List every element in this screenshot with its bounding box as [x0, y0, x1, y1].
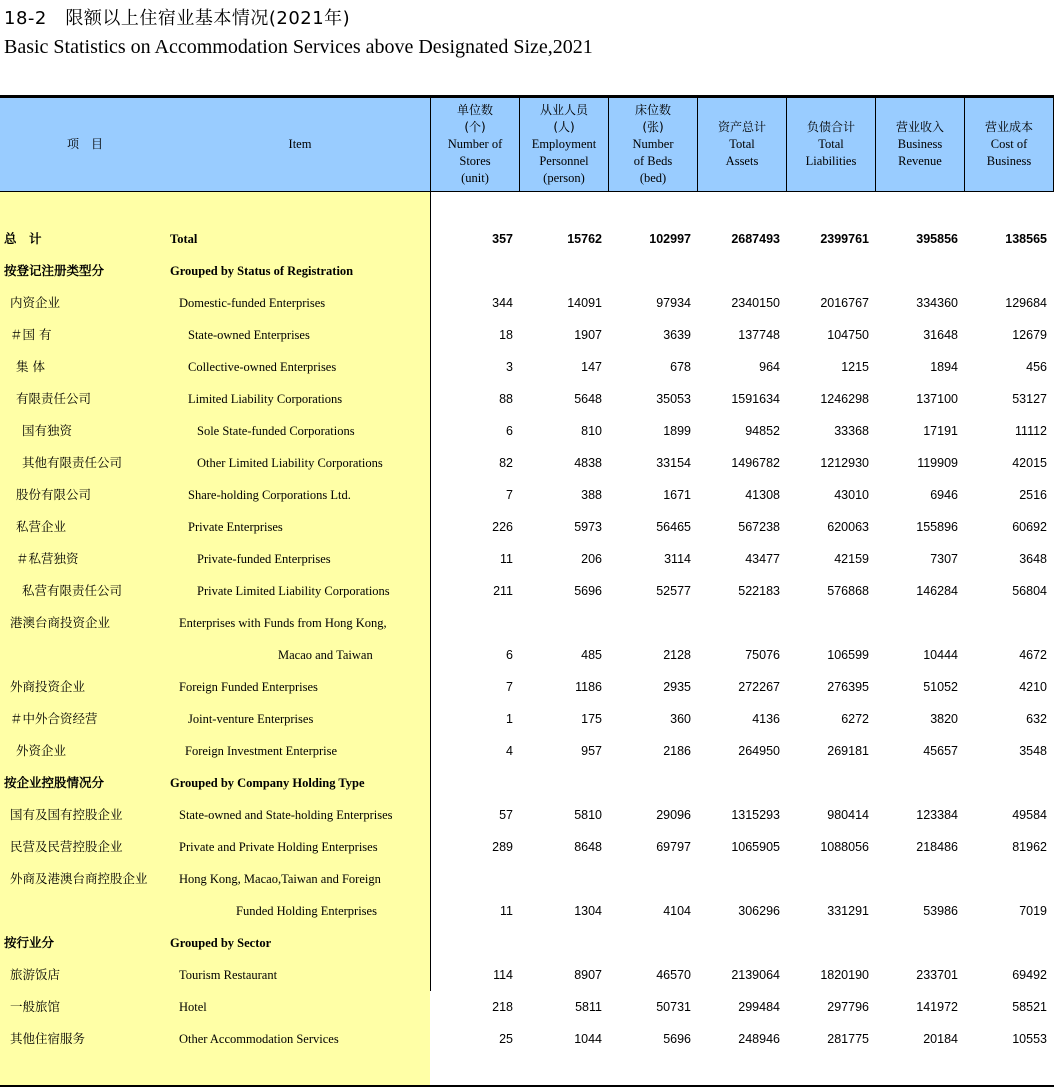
row-label-english: Macao and Taiwan	[278, 648, 373, 662]
header-label-zh: 营业收入	[895, 120, 944, 134]
row-value: 155896	[916, 520, 958, 534]
row-value: 49584	[1012, 808, 1047, 822]
row-value: 10444	[923, 648, 958, 662]
header-unit-zh: (人)	[553, 120, 575, 134]
row-value: 35053	[656, 392, 691, 406]
header-number-of-stores	[431, 98, 519, 191]
row-value: 395856	[916, 232, 958, 246]
row-value: 3820	[930, 712, 958, 726]
row-value: 678	[670, 360, 691, 374]
row-label-chinese: 按企业控股情况分	[4, 775, 105, 790]
table-row	[0, 543, 1054, 575]
row-value: 106599	[827, 648, 869, 662]
statistics-table	[0, 95, 1054, 1088]
row-value: 60692	[1012, 520, 1047, 534]
row-value: 522183	[738, 584, 780, 598]
row-label-chinese: 国有及国有控股企业	[10, 807, 123, 822]
row-label-chinese: 总 计	[4, 231, 42, 246]
table-row	[0, 703, 1054, 735]
row-value: 1304	[574, 904, 602, 918]
row-value: 3	[506, 360, 513, 374]
row-value: 456	[1026, 360, 1047, 374]
header-label-en: Assets	[725, 154, 759, 168]
row-label-chinese: 集 体	[16, 359, 45, 374]
row-value: 218486	[916, 840, 958, 854]
table-row	[0, 927, 1054, 959]
row-value: 272267	[738, 680, 780, 694]
row-label-english: Sole State-funded Corporations	[197, 424, 355, 438]
row-label-chinese: 一般旅馆	[10, 999, 61, 1014]
row-value: 88	[499, 392, 513, 406]
row-value: 1496782	[731, 456, 780, 470]
row-value: 7307	[930, 552, 958, 566]
row-label-english: Total	[170, 232, 198, 246]
row-label-chinese: 外资企业	[16, 743, 67, 758]
row-value: 7	[506, 488, 513, 502]
row-value: 1591634	[731, 392, 780, 406]
table-row	[0, 671, 1054, 703]
row-value: 4838	[574, 456, 602, 470]
row-value: 81962	[1012, 840, 1047, 854]
row-value: 5973	[574, 520, 602, 534]
table-row	[0, 639, 1054, 671]
row-value: 7	[506, 680, 513, 694]
row-value: 1	[506, 712, 513, 726]
row-value: 276395	[827, 680, 869, 694]
row-value: 1907	[574, 328, 602, 342]
row-value: 114	[493, 968, 513, 982]
row-label-english: Other Accommodation Services	[179, 1032, 339, 1046]
row-value: 269181	[827, 744, 869, 758]
row-value: 12679	[1012, 328, 1047, 342]
row-value: 980414	[827, 808, 869, 822]
row-value: 147	[581, 360, 602, 374]
header-item-chinese-label: 项 目	[66, 137, 103, 151]
header-unit-zh: (张)	[642, 120, 664, 134]
row-label-english: Grouped by Sector	[170, 936, 272, 950]
row-value: 11112	[1015, 424, 1047, 438]
table-title-chinese: 18-2 限额以上住宿业基本情况(2021年)	[4, 8, 351, 29]
row-label-english: Hong Kong, Macao,Taiwan and Foreign	[179, 872, 381, 886]
row-value: 6946	[930, 488, 958, 502]
row-label-english: Collective-owned Enterprises	[188, 360, 337, 374]
row-value: 6	[506, 648, 513, 662]
row-label-chinese: 其他有限责任公司	[22, 455, 123, 470]
row-label-english: Private Limited Liability Corporations	[197, 584, 390, 598]
table-row	[0, 223, 1054, 255]
row-label-english: Foreign Investment Enterprise	[185, 744, 338, 758]
row-value: 1186	[575, 680, 602, 694]
row-value: 289	[492, 840, 513, 854]
row-value: 1820190	[820, 968, 869, 982]
row-label-chinese: 按行业分	[4, 935, 55, 950]
row-value: 334360	[916, 296, 958, 310]
row-label-chinese: 其他住宿服务	[10, 1031, 86, 1046]
row-value: 4672	[1019, 648, 1047, 662]
row-value: 3648	[1019, 552, 1047, 566]
row-value: 226	[492, 520, 513, 534]
row-value: 1212930	[820, 456, 869, 470]
row-value: 211	[493, 584, 513, 598]
row-value: 388	[581, 488, 602, 502]
table-row	[0, 511, 1054, 543]
row-label-english: Share-holding Corporations Ltd.	[188, 488, 351, 502]
header-unit-en: (unit)	[461, 171, 489, 185]
row-label-chinese: 港澳台商投资企业	[10, 615, 111, 630]
row-value: 4	[506, 744, 513, 758]
row-value: 1044	[574, 1032, 602, 1046]
table-row	[0, 255, 1054, 287]
row-value: 104750	[827, 328, 869, 342]
row-label-english: Funded Holding Enterprises	[236, 904, 377, 918]
table-row	[0, 607, 1054, 639]
row-value: 2516	[1019, 488, 1047, 502]
row-value: 281775	[827, 1032, 869, 1046]
header-label-en: Stores	[459, 154, 491, 168]
row-label-chinese: ＃中外合资经营	[10, 711, 98, 726]
row-value: 31648	[923, 328, 958, 342]
header-label-en: Total	[729, 137, 755, 151]
table-title-english: Basic Statistics on Accommodation Services above Designated Size,2021	[4, 36, 593, 58]
row-value: 175	[581, 712, 602, 726]
row-value: 45657	[923, 744, 958, 758]
row-value: 50731	[656, 1000, 691, 1014]
row-value: 2139064	[731, 968, 780, 982]
row-label-chinese: 外商投资企业	[10, 679, 86, 694]
header-label-en: Number	[632, 137, 674, 151]
row-value: 5810	[574, 808, 602, 822]
row-value: 42015	[1012, 456, 1047, 470]
row-label-chinese: 旅游饭店	[10, 967, 61, 982]
row-value: 964	[759, 360, 780, 374]
row-value: 137100	[916, 392, 958, 406]
header-business-revenue	[876, 98, 964, 191]
row-value: 4104	[663, 904, 691, 918]
row-value: 4210	[1019, 680, 1047, 694]
header-label-zh: 营业成本	[984, 120, 1033, 134]
row-label-english: Private-funded Enterprises	[197, 552, 331, 566]
row-value: 58521	[1012, 1000, 1047, 1014]
row-value: 5696	[574, 584, 602, 598]
row-value: 43477	[745, 552, 780, 566]
table-row	[0, 415, 1054, 447]
row-value: 119909	[917, 456, 958, 470]
header-label-en: Business	[986, 154, 1032, 168]
row-value: 1899	[663, 424, 691, 438]
header-label-en: Total	[818, 137, 844, 151]
row-value: 1088056	[820, 840, 869, 854]
row-label-english: Domestic-funded Enterprises	[179, 296, 326, 310]
row-label-english: Foreign Funded Enterprises	[179, 680, 318, 694]
row-value: 141972	[916, 1000, 958, 1014]
row-value: 42159	[834, 552, 869, 566]
row-value: 10553	[1012, 1032, 1047, 1046]
row-value: 1065905	[731, 840, 780, 854]
row-value: 11	[500, 904, 513, 918]
row-label-english: Other Limited Liability Corporations	[197, 456, 383, 470]
header-label-en: Business	[897, 137, 943, 151]
row-value: 56804	[1012, 584, 1047, 598]
row-value: 206	[581, 552, 602, 566]
row-value: 138565	[1005, 232, 1047, 246]
table-row	[0, 383, 1054, 415]
header-label-en: of Beds	[633, 154, 673, 168]
row-value: 264950	[738, 744, 780, 758]
row-label-chinese: 私营企业	[16, 519, 67, 534]
row-value: 75076	[745, 648, 780, 662]
row-value: 5696	[663, 1032, 691, 1046]
header-label-en: Number of	[447, 137, 503, 151]
row-label-english: Private and Private Holding Enterprises	[179, 840, 378, 854]
row-label-english: Enterprises with Funds from Hong Kong,	[179, 616, 387, 630]
table-bottom-rule	[0, 1085, 1054, 1087]
table-row	[0, 959, 1054, 991]
header-label-en: Revenue	[898, 154, 942, 168]
row-value: 11	[500, 552, 513, 566]
row-label-chinese: ＃私营独资	[16, 551, 79, 566]
row-value: 14091	[567, 296, 602, 310]
row-value: 576868	[827, 584, 869, 598]
header-label-en: Employment	[531, 137, 597, 151]
header-cost-of-business	[965, 98, 1053, 191]
header-label-zh: 单位数	[456, 103, 493, 117]
row-value: 299484	[738, 1000, 780, 1014]
row-value: 1315293	[731, 808, 780, 822]
header-label-zh: 从业人员	[539, 103, 588, 117]
row-value: 3548	[1019, 744, 1047, 758]
row-label-english: Grouped by Company Holding Type	[170, 776, 365, 790]
row-value: 33368	[834, 424, 869, 438]
row-value: 52577	[656, 584, 691, 598]
row-value: 56465	[656, 520, 691, 534]
row-value: 567238	[738, 520, 780, 534]
table-row	[0, 287, 1054, 319]
row-value: 2340150	[731, 296, 780, 310]
row-value: 1215	[841, 360, 869, 374]
row-value: 297796	[827, 1000, 869, 1014]
header-total-liabilities	[787, 98, 875, 191]
header-item-chinese	[0, 98, 170, 191]
header-unit-en: (person)	[543, 171, 585, 185]
row-label-english: Joint-venture Enterprises	[188, 712, 314, 726]
header-label-en: Cost of	[990, 137, 1028, 151]
table-row	[0, 895, 1054, 927]
row-label-chinese: 股份有限公司	[16, 487, 92, 502]
row-value: 3114	[664, 552, 691, 566]
row-value: 2935	[663, 680, 691, 694]
row-value: 29096	[656, 808, 691, 822]
row-value: 8648	[574, 840, 602, 854]
row-value: 123384	[916, 808, 958, 822]
table-row	[0, 1023, 1054, 1055]
header-label-zh: 负债合计	[806, 120, 855, 134]
row-value: 102997	[649, 232, 691, 246]
row-value: 15762	[567, 232, 602, 246]
table-row	[0, 447, 1054, 479]
row-value: 5811	[575, 1000, 602, 1014]
header-number-of-beds	[609, 98, 697, 191]
row-value: 57	[499, 808, 513, 822]
row-value: 620063	[827, 520, 869, 534]
header-label-en: Personnel	[539, 154, 589, 168]
row-value: 5648	[574, 392, 602, 406]
row-value: 1246298	[820, 392, 869, 406]
row-value: 306296	[738, 904, 780, 918]
row-value: 233701	[916, 968, 958, 982]
table-row	[0, 799, 1054, 831]
row-value: 357	[492, 232, 513, 246]
table-row	[0, 767, 1054, 799]
row-value: 53986	[923, 904, 958, 918]
row-label-chinese: 民营及民营控股企业	[10, 839, 123, 854]
header-unit-en: (bed)	[639, 171, 667, 185]
row-label-english: Private Enterprises	[188, 520, 283, 534]
table-row	[0, 735, 1054, 767]
header-item-english-label: Item	[288, 137, 312, 151]
row-value: 94852	[745, 424, 780, 438]
row-value: 8907	[574, 968, 602, 982]
row-value: 69492	[1012, 968, 1047, 982]
row-label-chinese: 私营有限责任公司	[22, 583, 123, 598]
row-value: 632	[1026, 712, 1047, 726]
row-value: 6	[506, 424, 513, 438]
row-label-chinese: ＃国 有	[10, 327, 52, 342]
header-total-assets	[698, 98, 786, 191]
table-row	[0, 575, 1054, 607]
header-unit-zh: (个)	[464, 120, 486, 134]
row-value: 43010	[834, 488, 869, 502]
row-value: 51052	[923, 680, 958, 694]
row-value: 344	[492, 296, 513, 310]
row-label-chinese: 内资企业	[10, 295, 61, 310]
row-value: 6272	[841, 712, 869, 726]
row-value: 1894	[930, 360, 958, 374]
row-value: 218	[492, 1000, 513, 1014]
row-value: 2186	[663, 744, 691, 758]
row-value: 53127	[1012, 392, 1047, 406]
row-value: 46570	[656, 968, 691, 982]
row-value: 2128	[663, 648, 691, 662]
row-value: 129684	[1005, 296, 1047, 310]
table-row	[0, 863, 1054, 895]
row-value: 1671	[663, 488, 691, 502]
row-value: 360	[670, 712, 691, 726]
row-value: 146284	[916, 584, 958, 598]
row-value: 3639	[663, 328, 691, 342]
row-value: 485	[581, 648, 602, 662]
header-label-en: Liabilities	[805, 154, 857, 168]
row-value: 810	[581, 424, 602, 438]
table-row	[0, 351, 1054, 383]
row-value: 957	[581, 744, 602, 758]
row-value: 20184	[923, 1032, 958, 1046]
row-value: 4136	[752, 712, 780, 726]
row-label-english: State-owned Enterprises	[188, 328, 310, 342]
table-row	[0, 991, 1054, 1023]
row-value: 82	[499, 456, 513, 470]
row-value: 33154	[656, 456, 691, 470]
header-item-english	[170, 98, 430, 191]
row-value: 18	[499, 328, 513, 342]
row-value: 17191	[923, 424, 958, 438]
row-value: 2016767	[820, 296, 869, 310]
row-value: 248946	[738, 1032, 780, 1046]
row-label-chinese: 外商及港澳台商控股企业	[10, 871, 148, 886]
row-value: 25	[499, 1032, 513, 1046]
row-label-chinese: 有限责任公司	[16, 391, 92, 406]
row-label-english: State-owned and State-holding Enterprises	[179, 808, 393, 822]
table-row	[0, 479, 1054, 511]
row-label-english: Hotel	[179, 1000, 207, 1014]
row-value: 41308	[745, 488, 780, 502]
row-value: 137748	[738, 328, 780, 342]
row-label-chinese: 国有独资	[22, 423, 73, 438]
table-row	[0, 319, 1054, 351]
header-label-zh: 床位数	[634, 103, 671, 117]
row-value: 97934	[656, 296, 691, 310]
row-label-english: Limited Liability Corporations	[188, 392, 343, 406]
header-employment	[520, 98, 608, 191]
row-value: 2399761	[820, 232, 869, 246]
row-value: 69797	[656, 840, 691, 854]
row-label-chinese: 按登记注册类型分	[4, 263, 105, 278]
row-label-english: Grouped by Status of Registration	[170, 264, 354, 278]
row-value: 7019	[1019, 904, 1047, 918]
header-label-zh: 资产总计	[717, 120, 766, 134]
row-value: 331291	[827, 904, 869, 918]
table-row	[0, 831, 1054, 863]
row-label-english: Tourism Restaurant	[179, 968, 278, 982]
row-value: 2687493	[731, 232, 780, 246]
